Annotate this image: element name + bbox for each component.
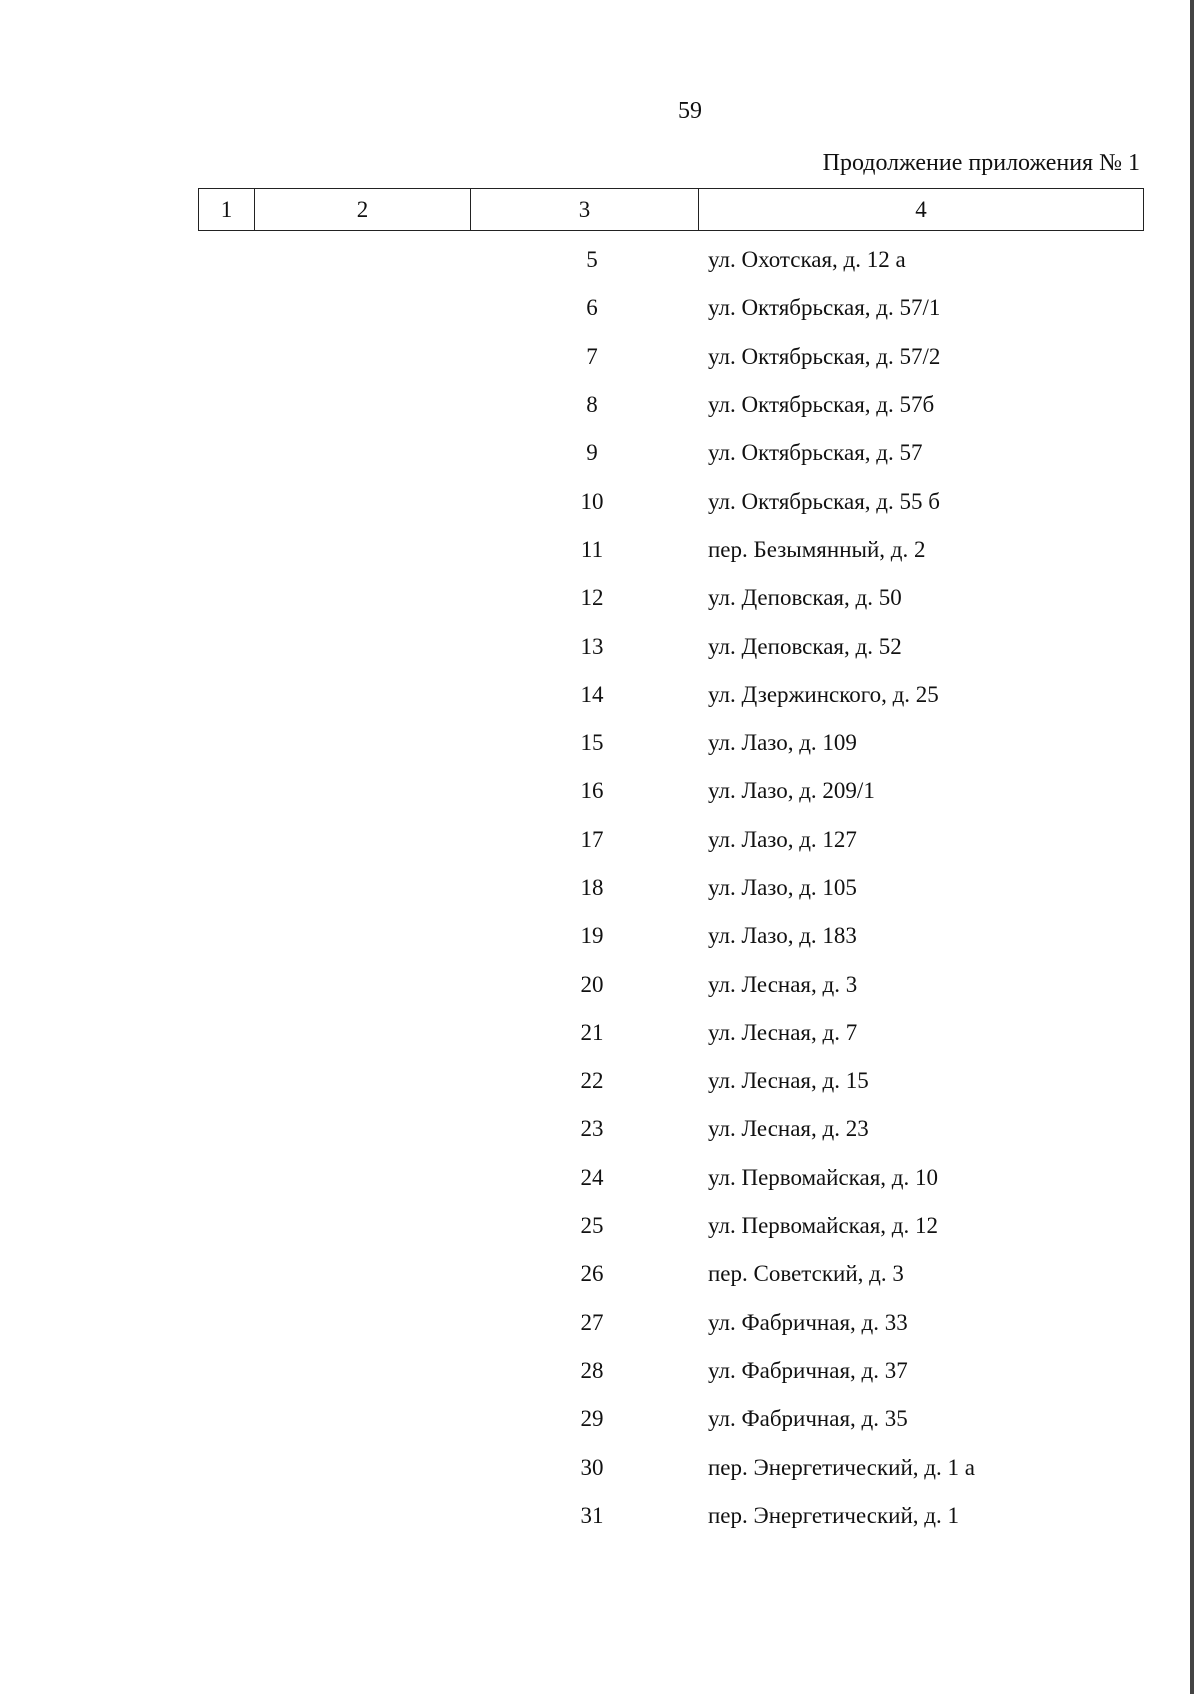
- row-address: пер. Энергетический, д. 1 а: [708, 1454, 975, 1480]
- row-number-text: 24: [580, 1164, 604, 1190]
- row-address: пер. Энергетический, д. 1: [708, 1502, 959, 1528]
- page-edge: [1190, 0, 1194, 1694]
- row-address: ул. Лесная, д. 7: [708, 1019, 858, 1045]
- row-address: ул. Лазо, д. 183: [708, 923, 857, 949]
- row-address: ул. Лазо, д. 127: [708, 826, 857, 852]
- row-number: [198, 1455, 700, 1481]
- row-address: ул. Фабричная, д. 37: [708, 1357, 908, 1383]
- table-row: [198, 526, 1144, 574]
- row-number: [198, 827, 700, 853]
- row-number-text: 28: [580, 1357, 604, 1383]
- row-address: пер. Безымянный, д. 2: [708, 536, 926, 562]
- row-number-text: 11: [580, 536, 604, 562]
- row-number: [198, 972, 700, 998]
- header-col-3: 3: [471, 189, 699, 230]
- table-row: [198, 719, 1144, 767]
- row-address: ул. Октябрьская, д. 57: [708, 440, 923, 466]
- row-number: [198, 537, 700, 563]
- row-address: пер. Советский, д. 3: [708, 1261, 904, 1287]
- row-number: [198, 1213, 700, 1239]
- table-row: [198, 767, 1144, 815]
- table-row: [198, 864, 1144, 912]
- table-row: [198, 1443, 1144, 1491]
- row-number-text: 21: [580, 1019, 604, 1045]
- row-number: [198, 489, 700, 515]
- table-row: [198, 1250, 1144, 1298]
- row-address: ул. Лесная, д. 3: [708, 971, 858, 997]
- row-number: [198, 923, 700, 949]
- row-number-text: 10: [580, 488, 604, 514]
- table-row: [198, 236, 1144, 284]
- row-number-text: 27: [580, 1309, 604, 1335]
- row-address: ул. Дзержинского, д. 25: [708, 681, 939, 707]
- row-number-text: 18: [580, 875, 604, 900]
- row-address: ул. Деповская, д. 52: [708, 633, 902, 659]
- row-address: ул. Октябрьская, д. 57/1: [708, 295, 941, 321]
- row-number-text: 30: [580, 1454, 604, 1480]
- row-number: [198, 1310, 700, 1336]
- row-number-text: 23: [580, 1116, 604, 1142]
- row-number-text: 7: [586, 343, 598, 369]
- row-address: ул. Лесная, д. 15: [708, 1068, 869, 1094]
- row-number: [198, 344, 700, 370]
- row-number: [198, 1116, 700, 1142]
- row-address: ул. Первомайская, д. 12: [708, 1213, 938, 1239]
- table-row: [198, 1154, 1144, 1202]
- row-number: [198, 682, 700, 708]
- row-number: [198, 440, 700, 466]
- row-address: ул. Октябрьская, д. 55 б: [708, 488, 940, 514]
- row-address: ул. Октябрьская, д. 57/2: [708, 343, 941, 369]
- row-number: [198, 1261, 700, 1287]
- table-row: [198, 284, 1144, 332]
- row-address: ул. Лазо, д. 105: [708, 875, 857, 900]
- table-row: [198, 622, 1144, 670]
- table-row: [198, 429, 1144, 477]
- table-row: [198, 960, 1144, 1008]
- row-number-text: 17: [580, 826, 604, 852]
- row-address: ул. Лазо, д. 209/1: [708, 778, 875, 804]
- row-number-text: 19: [580, 923, 604, 949]
- table-row: [198, 1202, 1144, 1250]
- row-number: [198, 392, 700, 418]
- row-number: [198, 730, 700, 756]
- row-address: ул. Лесная, д. 23: [708, 1116, 869, 1142]
- row-number: [198, 585, 700, 611]
- table-row: [198, 1009, 1144, 1057]
- row-number-text: 20: [580, 971, 604, 997]
- header-col-1: 1: [199, 189, 255, 230]
- table-header: [198, 188, 1144, 231]
- row-address: ул. Деповская, д. 50: [708, 585, 902, 611]
- row-number-text: 16: [580, 778, 604, 804]
- page-number: 59: [678, 98, 702, 124]
- row-number-text: 6: [586, 295, 598, 321]
- row-number: [198, 1358, 700, 1384]
- row-number-text: 12: [580, 585, 604, 611]
- table-row: [198, 333, 1144, 381]
- table-row: [198, 1057, 1144, 1105]
- row-number-text: 31: [580, 1502, 604, 1528]
- row-number: [198, 1503, 700, 1529]
- row-address: ул. Фабричная, д. 35: [708, 1406, 908, 1432]
- table-row: [198, 816, 1144, 864]
- row-number: [198, 247, 700, 273]
- row-address: ул. Фабричная, д. 33: [708, 1309, 908, 1335]
- row-number-text: 5: [586, 247, 598, 273]
- row-address: ул. Охотская, д. 12 а: [708, 247, 906, 273]
- table-row: [198, 574, 1144, 622]
- table-row: [198, 1395, 1144, 1443]
- row-number: [198, 1068, 700, 1094]
- header-col-2: 2: [255, 189, 471, 230]
- row-number-text: 22: [580, 1068, 604, 1094]
- table-row: [198, 1105, 1144, 1153]
- row-number-text: 15: [580, 730, 604, 756]
- row-number-text: 9: [586, 440, 598, 466]
- table-row: [198, 1347, 1144, 1395]
- continuation-label: Продолжение приложения № 1: [822, 150, 1140, 176]
- table-row: [198, 477, 1144, 525]
- row-number-text: 29: [580, 1406, 604, 1432]
- row-number: [198, 1020, 700, 1046]
- row-number-text: 14: [580, 681, 604, 707]
- table-row: [198, 1299, 1144, 1347]
- address-table-body: [198, 236, 1144, 1540]
- row-number: [198, 1165, 700, 1191]
- table-row: [198, 671, 1144, 719]
- row-number-text: 8: [586, 392, 598, 418]
- row-number: [198, 778, 700, 804]
- row-number: [198, 295, 700, 321]
- row-address: ул. Первомайская, д. 10: [708, 1164, 938, 1190]
- row-number-text: 13: [580, 633, 604, 659]
- row-number: [198, 875, 700, 901]
- row-number: [198, 1406, 700, 1432]
- row-number: [198, 634, 700, 660]
- table-row: [198, 381, 1144, 429]
- table-row: [198, 912, 1144, 960]
- row-number-text: 26: [580, 1261, 604, 1287]
- row-address: ул. Октябрьская, д. 57б: [708, 392, 935, 418]
- header-col-4: 4: [915, 196, 927, 222]
- table-row: [198, 1492, 1144, 1540]
- row-address: ул. Лазо, д. 109: [708, 730, 857, 756]
- row-number-text: 25: [580, 1213, 604, 1239]
